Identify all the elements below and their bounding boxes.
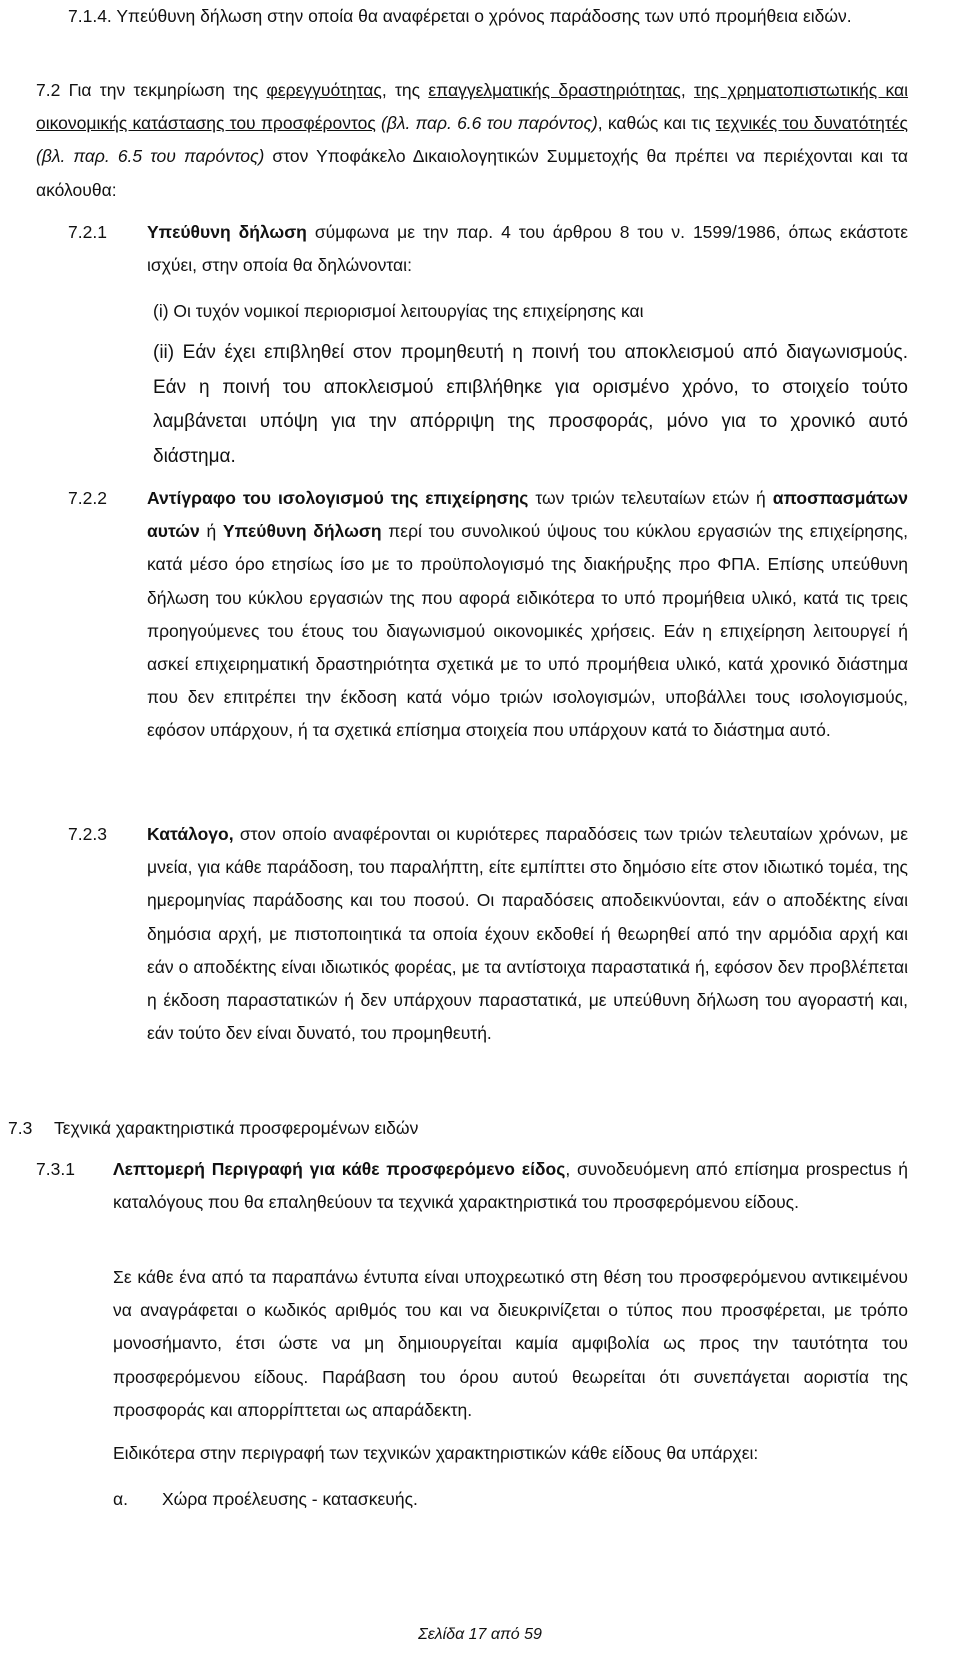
item-i: (i) Οι τυχόν νομικοί περιορισμοί λειτουργίας της επιχείρησης και <box>153 301 644 321</box>
item-a: Χώρα προέλευσης - κατασκευής. <box>162 1489 418 1509</box>
section-7-3-1: Λεπτομερή Περιγραφή για κάθε προσφερόμενο είδος, συνοδευόμενη από επίσημα prospectus ή καταλόγους που θα επαληθεύουν τα τεχνικά χαρακτηριστικά του προσφερόμενου είδους. <box>113 1159 909 1213</box>
bold-sworn-declaration: Υπεύθυνη δήλωση <box>147 222 307 242</box>
section-7-2-3-number: 7.2.3 <box>68 824 107 844</box>
italic-reference-6-5: (βλ. παρ. 6.5 του παρόντος) <box>36 146 265 167</box>
bold-catalogue: Κατάλογο, <box>147 824 234 844</box>
section-7-1-4 <box>68 0 908 33</box>
section-7-2-2: Αντίγραφο του ισολογισμού της επιχείρησης των τριών τελευταίων ετών ή αποσπασμάτων αυτών ή Υπεύθυνη δήλωση περί του συνολικού ύψους του κύκλου εργασιών της επιχείρησης, κατά μέσο όρο ετησίως ίσο με το προϋπολογισμό της διακήρυξης προ ΦΠΑ. Επίσης υπεύθυνη δήλωση του κύκλου εργασιών της που αφορά ειδικότερα το υπό προμήθεια υλικό, κατά τις τρεις προηγούμενες του έτους του διαγωνισμού οικονομικές χρήσεις. Εάν η επιχείρηση λειτουργεί ή ασκεί επιχειρηματική δραστηριότητα σχετικά με το υπό προμήθεια υλικό, κατά χρονικό διάστημα που δεν επιτρέπει την έκδοση κατά νόμο τριών ισολογισμών, υποβάλλει τους ισολογισμούς, εφόσον υπάρχουν, ή τα σχετικά επίσημα στοιχεία που υπάρχουν κατά το διάστημα αυτό. <box>147 488 908 741</box>
item-a-label: α. <box>113 1489 128 1509</box>
section-7-3-title: Τεχνικά χαρακτηριστικά προσφερομένων ειδών <box>54 1118 419 1138</box>
underlined-technical-capabilities: τεχνικές του δυνατότητές <box>715 113 908 134</box>
bold-detailed-description: Λεπτομερή Περιγραφή για κάθε προσφερόμενο είδος <box>113 1159 566 1179</box>
italic-reference-6-6: (βλ. παρ. 6.6 του παρόντος) <box>381 113 598 134</box>
bold-balance-sheet-copy: Αντίγραφο του ισολογισμού της επιχείρησης <box>147 488 529 508</box>
bold-excerpts: αποσπασμάτων αυτών <box>147 488 908 542</box>
section-7-2-1: Υπεύθυνη δήλωση σύμφωνα με την παρ. 4 του άρθρου 8 του ν. 1599/1986, όπως εκάστοτε ισχύει, στην οποία θα δηλώνονται: <box>147 222 908 276</box>
section-7-2-3: Κατάλογο, στον οποίο αναφέρονται οι κυριότερες παραδόσεις των τριών τελευταίων χρόνων, με μνεία, για κάθε παράδοση, του παραλήπτη, είτε εμπίπτει στο δημόσιο είτε στον ιδιωτικό τομέα, της ημερομηνίας παράδοσης και του ποσού. Οι παραδόσεις αποδεικνύονται, εάν ο αποδέκτης είναι δημόσια αρχή, με πιστοποιητικά τα οποία έχουν εκδοθεί ή θεωρηθεί από την αρμόδια αρχή και εάν ο αποδέκτης είναι ιδιωτικός φορέας, με τα αντίστοιχα παραστατικά ή, εφόσον δεν προβλέπεται η έκδοση παραστατικών ή δεν υπάρχουν παραστατικά, με υπεύθυνη δήλωση του αγοραστή και, εάν τούτο δεν είναι δυνατό, του προμηθευτή. <box>147 824 908 1044</box>
underlined-professional-activity: επαγγελματικής δραστηριότητας <box>428 80 681 100</box>
section-7-3-1-paragraph-2: Σε κάθε ένα από τα παραπάνω έντυπα είναι υποχρεωτικό στη θέση του προσφερόμενου αντικειμένου να αναγράφεται ο κωδικός αριθμός του και να διευκρινίζεται ο τύπος που προσφέρεται, με τρόπο μονοσήμαντο, έτσι ώστε να μη δημιουργείται καμία αμφιβολία ως προς την ταυτότητα του προσφερόμενου είδους. Παράβαση του όρου αυτού θεωρείται ότι συνεπάγεται αοριστία της προσφοράς και απορρίπτεται ως απαράδεκτη. <box>113 1267 908 1420</box>
section-7-3-1-number: 7.3.1 <box>36 1159 75 1179</box>
section-7-3-number: 7.3 <box>8 1118 33 1138</box>
underlined-financial-status: της χρηματοπιστωτικής και οικονομικής κατάστασης του προσφέροντος <box>36 80 909 134</box>
section-7-1-4-text: 7.1.4. Υπεύθυνη δήλωση στην οποία θα αναφέρεται ο χρόνος παράδοσης των υπό προμήθεια ειδών. <box>68 6 852 26</box>
section-7-2-1-number: 7.2.1 <box>68 222 107 242</box>
page-footer: Σελίδα 17 από 59 <box>418 1626 542 1643</box>
underlined-solvency: φερεγγυότητας <box>266 80 382 100</box>
section-7-3-1-paragraph-3: Ειδικότερα στην περιγραφή των τεχνικών χαρακτηριστικών κάθε είδους θα υπάρχει: <box>113 1443 759 1463</box>
section-7-2: 7.2 Για την τεκμηρίωση της φερεγγυότητας, της επαγγελματικής δραστηριότητας, της χρηματοπιστωτικής και οικονομικής κατάστασης του προσφέροντος (βλ. παρ. 6.6 του παρόντος), καθώς και τις τεχνικές του δυνατότητές (βλ. παρ. 6.5 του παρόντος) στον Υποφάκελο Δικαιολογητικών Συμμετοχής θα πρέπει να περιέχονται και τα ακόλουθα: <box>36 80 909 200</box>
section-7-2-2-number: 7.2.2 <box>68 488 107 508</box>
bold-sworn-declaration-2: Υπεύθυνη δήλωση <box>222 521 382 542</box>
item-ii: (ii) Εάν έχει επιβληθεί στον προμηθευτή η ποινή του αποκλεισμού από διαγωνισμούς. Εάν η ποινή του αποκλεισμού επιβλήθηκε για ορισμένο χρόνο, το στοιχείο τούτο λαμβάνεται υπόψη για την απόρριψη της προσφοράς, μόνο για το χρονικό αυτό διάστημα. <box>153 342 908 467</box>
